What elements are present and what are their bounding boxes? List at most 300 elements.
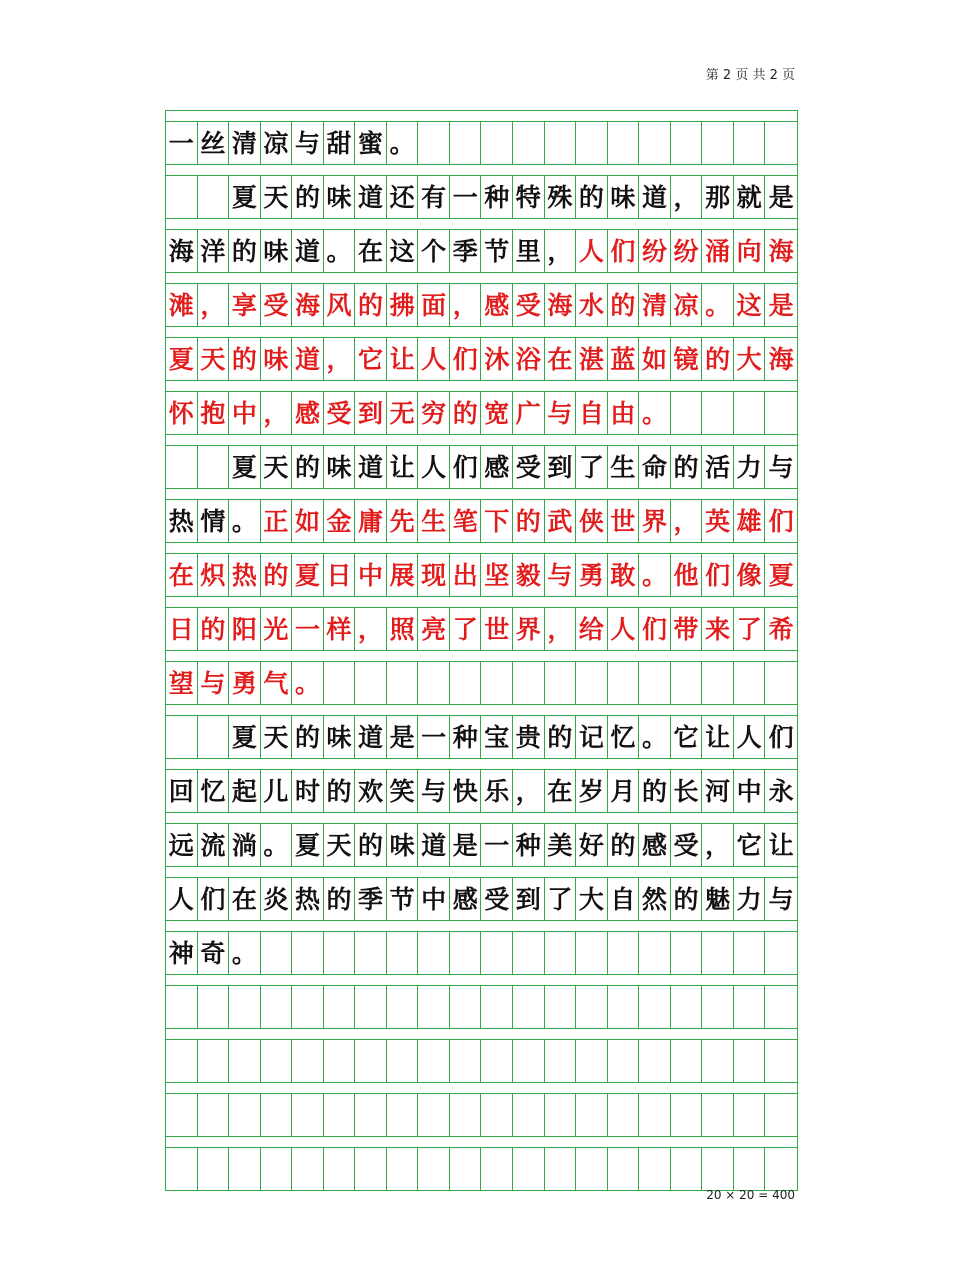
char-cell: 种: [481, 176, 513, 218]
char-cell: 月: [608, 770, 640, 812]
char-cell: 人: [734, 716, 766, 758]
highlighted-char-cell: 中: [355, 554, 387, 596]
grid-row: [166, 877, 797, 920]
empty-cell: [292, 1040, 324, 1082]
char-cell: 的: [292, 446, 324, 488]
highlighted-char-cell: 界: [513, 608, 545, 650]
highlighted-char-cell: 夏: [292, 554, 324, 596]
highlighted-char-cell: 感: [292, 392, 324, 434]
empty-cell: [639, 986, 671, 1028]
char-cell: 感: [450, 878, 482, 920]
grid-count-label: 20 × 20 = 400: [706, 1188, 795, 1202]
empty-cell: [765, 1040, 797, 1082]
highlighted-char-cell: 清: [639, 284, 671, 326]
char-cell: 一: [418, 716, 450, 758]
empty-cell: [324, 1094, 356, 1136]
char-cell: 到: [513, 878, 545, 920]
empty-cell: [229, 986, 261, 1028]
grid-row: [166, 769, 797, 812]
empty-cell: [418, 662, 450, 704]
char-cell: 受: [481, 878, 513, 920]
highlighted-char-cell: 它: [355, 338, 387, 380]
empty-cell: [608, 986, 640, 1028]
highlighted-char-cell: 。: [639, 392, 671, 434]
highlighted-char-cell: 阳: [229, 608, 261, 650]
highlighted-char-cell: 现: [418, 554, 450, 596]
char-cell: 道: [355, 446, 387, 488]
page-indicator: 第 2 页 共 2 页: [705, 68, 795, 83]
empty-cell: [418, 1148, 450, 1190]
highlighted-char-cell: 望: [166, 662, 198, 704]
empty-cell: [229, 1040, 261, 1082]
char-cell: 的: [324, 878, 356, 920]
empty-cell: [671, 986, 703, 1028]
highlighted-char-cell: 水: [576, 284, 608, 326]
empty-cell: [481, 122, 513, 164]
char-cell: 天: [324, 824, 356, 866]
highlighted-char-cell: 。: [292, 662, 324, 704]
char-cell: 天: [261, 446, 293, 488]
grid-row: [166, 715, 797, 758]
grid-row: [166, 445, 797, 488]
row-gap: [166, 650, 797, 661]
char-cell: 丝: [198, 122, 230, 164]
char-cell: 夏: [229, 446, 261, 488]
empty-cell: [513, 986, 545, 1028]
char-cell: ，: [702, 824, 734, 866]
highlighted-char-cell: 道: [292, 338, 324, 380]
highlighted-char-cell: 与: [198, 662, 230, 704]
grid-row: [166, 1039, 797, 1082]
char-cell: 还: [387, 176, 419, 218]
highlighted-char-cell: 一: [292, 608, 324, 650]
empty-cell: [261, 1040, 293, 1082]
empty-cell: [387, 1040, 419, 1082]
char-cell: 是: [768, 182, 794, 212]
grid-row: [166, 985, 797, 1028]
empty-cell: [481, 1148, 513, 1190]
char-cell: 受: [671, 824, 703, 866]
highlighted-char-cell: 的: [513, 500, 545, 542]
char-cell: 的: [545, 716, 577, 758]
highlighted-char-cell: 穷: [418, 392, 450, 434]
empty-cell: [734, 122, 766, 164]
char-cell: 与: [768, 884, 794, 914]
grid-row: [166, 1147, 797, 1190]
empty-cell: [702, 1094, 734, 1136]
empty-cell: [513, 122, 545, 164]
char-cell: 凉: [261, 122, 293, 164]
highlighted-char-cell: 像: [734, 554, 766, 596]
row-gap: [166, 1082, 797, 1093]
empty-cell: [671, 1094, 703, 1136]
char-cell: 。: [387, 122, 419, 164]
row-gap: [166, 488, 797, 499]
char-cell: 炎: [261, 878, 293, 920]
empty-cell: [261, 986, 293, 1028]
highlighted-char-cell: 下: [481, 500, 513, 542]
highlighted-char-cell: 日: [324, 554, 356, 596]
highlighted-char-cell: 们: [608, 230, 640, 272]
highlighted-char-cell: 怀: [166, 392, 198, 434]
highlighted-char-cell: 人: [608, 608, 640, 650]
highlighted-char-cell: 炽: [198, 554, 230, 596]
row-gap: [166, 218, 797, 229]
char-cell: 殊: [545, 176, 577, 218]
highlighted-char-cell: 了: [734, 608, 766, 650]
char-cell: 人: [418, 446, 450, 488]
row-gap: [166, 164, 797, 175]
empty-cell: [545, 662, 577, 704]
char-cell: 岁: [576, 770, 608, 812]
highlighted-char-cell: 亮: [418, 608, 450, 650]
char-cell: 的: [639, 770, 671, 812]
char-cell: 。: [261, 824, 293, 866]
char-cell: 让: [702, 716, 734, 758]
row-gap: [166, 704, 797, 715]
char-cell: 一: [481, 824, 513, 866]
empty-cell: [387, 932, 419, 974]
char-cell: 热: [166, 500, 198, 542]
char-cell: [166, 716, 198, 758]
char-cell: 的: [671, 446, 703, 488]
row-gap: [166, 596, 797, 607]
char-cell: 了: [545, 878, 577, 920]
empty-cell: [576, 1040, 608, 1082]
highlighted-char-cell: 了: [450, 608, 482, 650]
grid-row: [166, 931, 797, 974]
highlighted-char-cell: 毅: [513, 554, 545, 596]
grid-row: [166, 1093, 797, 1136]
highlighted-char-cell: ，: [671, 500, 703, 542]
char-cell: 欢: [355, 770, 387, 812]
highlighted-char-cell: 的: [261, 554, 293, 596]
empty-cell: [292, 1148, 324, 1190]
highlighted-char-cell: 。: [639, 554, 671, 596]
char-cell: 记: [576, 716, 608, 758]
row-gap: [166, 272, 797, 283]
char-cell: 味: [387, 824, 419, 866]
char-cell: 热: [292, 878, 324, 920]
empty-cell: [450, 1040, 482, 1082]
char-cell: 情: [198, 500, 230, 542]
empty-cell: [608, 1148, 640, 1190]
empty-cell: [198, 1094, 230, 1136]
char-cell: 味: [608, 176, 640, 218]
char-cell: 快: [450, 770, 482, 812]
empty-cell: [734, 392, 766, 434]
char-cell: 永: [768, 776, 794, 806]
empty-cell: [576, 662, 608, 704]
empty-cell: [608, 662, 640, 704]
highlighted-char-cell: 夏: [768, 560, 794, 590]
highlighted-char-cell: 味: [261, 338, 293, 380]
char-cell: 与: [292, 122, 324, 164]
grid-row: [166, 229, 797, 272]
highlighted-char-cell: ，: [324, 338, 356, 380]
highlighted-char-cell: 样: [324, 608, 356, 650]
row-gap: [166, 326, 797, 337]
highlighted-char-cell: 界: [639, 500, 671, 542]
row-gap: [166, 434, 797, 445]
empty-cell: [545, 1040, 577, 1082]
empty-cell: [481, 1040, 513, 1082]
highlighted-char-cell: 凉: [671, 284, 703, 326]
row-gap: [166, 1028, 797, 1039]
highlighted-char-cell: 拂: [387, 284, 419, 326]
char-cell: 一: [166, 122, 198, 164]
row-gap: [166, 542, 797, 553]
highlighted-char-cell: 受: [324, 392, 356, 434]
highlighted-char-cell: 雄: [734, 500, 766, 542]
empty-cell: [324, 932, 356, 974]
char-cell: 感: [481, 446, 513, 488]
char-cell: ，: [513, 770, 545, 812]
highlighted-char-cell: 浴: [513, 338, 545, 380]
empty-cell: [387, 1094, 419, 1136]
empty-cell: [765, 1148, 797, 1190]
empty-cell: [166, 986, 198, 1028]
empty-cell: [702, 1040, 734, 1082]
highlighted-char-cell: 生: [418, 500, 450, 542]
char-cell: 活: [702, 446, 734, 488]
char-cell: ，: [671, 176, 703, 218]
highlighted-char-cell: 在: [545, 338, 577, 380]
highlighted-char-cell: 海: [768, 344, 794, 374]
empty-cell: [418, 1094, 450, 1136]
grid-row: [166, 391, 797, 434]
highlighted-char-cell: 热: [229, 554, 261, 596]
empty-cell: [671, 392, 703, 434]
char-cell: 蜜: [355, 122, 387, 164]
highlighted-char-cell: 给: [576, 608, 608, 650]
highlighted-char-cell: ，: [198, 284, 230, 326]
highlighted-char-cell: 武: [545, 500, 577, 542]
highlighted-char-cell: ，: [450, 284, 482, 326]
empty-cell: [671, 1148, 703, 1190]
char-cell: 奇: [198, 932, 230, 974]
highlighted-char-cell: 出: [450, 554, 482, 596]
empty-cell: [702, 662, 734, 704]
char-cell: 那: [702, 176, 734, 218]
highlighted-char-cell: 湛: [576, 338, 608, 380]
empty-cell: [734, 1040, 766, 1082]
highlighted-char-cell: 天: [198, 338, 230, 380]
char-cell: 回: [166, 770, 198, 812]
empty-cell: [324, 986, 356, 1028]
empty-cell: [608, 932, 640, 974]
highlighted-char-cell: 带: [671, 608, 703, 650]
empty-cell: [608, 1040, 640, 1082]
char-cell: 长: [671, 770, 703, 812]
empty-cell: [702, 122, 734, 164]
char-cell: 力: [734, 446, 766, 488]
char-cell: 魅: [702, 878, 734, 920]
empty-cell: [355, 1094, 387, 1136]
empty-cell: [765, 662, 797, 704]
char-cell: 种: [513, 824, 545, 866]
empty-cell: [513, 1040, 545, 1082]
char-cell: 。: [324, 230, 356, 272]
highlighted-char-cell: 如: [292, 500, 324, 542]
char-cell: 笑: [387, 770, 419, 812]
empty-cell: [734, 1148, 766, 1190]
highlighted-char-cell: 日: [166, 608, 198, 650]
char-cell: 的: [292, 716, 324, 758]
empty-cell: [198, 1148, 230, 1190]
highlighted-char-cell: 如: [639, 338, 671, 380]
empty-cell: [481, 662, 513, 704]
char-cell: 宝: [481, 716, 513, 758]
highlighted-char-cell: 的: [702, 338, 734, 380]
char-cell: 到: [545, 446, 577, 488]
char-cell: 海: [166, 230, 198, 272]
char-cell: 的: [229, 230, 261, 272]
char-cell: [198, 716, 230, 758]
highlighted-char-cell: 世: [608, 500, 640, 542]
row-gap: [166, 1136, 797, 1147]
highlighted-char-cell: 海: [292, 284, 324, 326]
char-cell: 季: [450, 230, 482, 272]
char-cell: 是: [450, 824, 482, 866]
char-cell: 它: [734, 824, 766, 866]
empty-cell: [639, 1094, 671, 1136]
empty-cell: [450, 1094, 482, 1136]
char-cell: 儿: [261, 770, 293, 812]
empty-cell: [198, 986, 230, 1028]
empty-cell: [545, 932, 577, 974]
highlighted-char-cell: 这: [734, 284, 766, 326]
char-cell: 道: [355, 716, 387, 758]
char-cell: 这: [387, 230, 419, 272]
highlighted-char-cell: 海: [768, 236, 794, 266]
empty-cell: [702, 986, 734, 1028]
empty-cell: [324, 1148, 356, 1190]
highlighted-char-cell: 光: [261, 608, 293, 650]
char-cell: 洋: [198, 230, 230, 272]
grid-row: [166, 175, 797, 218]
char-cell: 味: [261, 230, 293, 272]
empty-cell: [765, 122, 797, 164]
empty-cell: [671, 662, 703, 704]
empty-cell: [198, 1040, 230, 1082]
char-cell: 它: [671, 716, 703, 758]
empty-cell: [639, 662, 671, 704]
char-cell: 清: [229, 122, 261, 164]
empty-cell: [576, 122, 608, 164]
empty-cell: [513, 662, 545, 704]
empty-cell: [261, 1094, 293, 1136]
empty-cell: [576, 932, 608, 974]
char-cell: 天: [261, 716, 293, 758]
char-cell: 受: [513, 446, 545, 488]
highlighted-char-cell: 与: [545, 392, 577, 434]
manuscript-grid: [165, 110, 798, 1191]
char-cell: 就: [734, 176, 766, 218]
empty-cell: [639, 1148, 671, 1190]
row-gap: [166, 758, 797, 769]
empty-cell: [576, 1148, 608, 1190]
empty-cell: [166, 1094, 198, 1136]
char-cell: 道: [292, 230, 324, 272]
empty-cell: [450, 122, 482, 164]
highlighted-char-cell: 的: [198, 608, 230, 650]
empty-cell: [292, 1094, 324, 1136]
empty-cell: [513, 1094, 545, 1136]
empty-cell: [261, 932, 293, 974]
empty-cell: [229, 1148, 261, 1190]
empty-cell: [545, 122, 577, 164]
highlighted-char-cell: 勇: [229, 662, 261, 704]
char-cell: 特: [513, 176, 545, 218]
highlighted-char-cell: 世: [481, 608, 513, 650]
row-gap: [166, 974, 797, 985]
char-cell: 远: [166, 824, 198, 866]
char-cell: 好: [576, 824, 608, 866]
char-cell: 道: [418, 824, 450, 866]
char-cell: 忆: [608, 716, 640, 758]
highlighted-char-cell: 在: [166, 554, 198, 596]
empty-cell: [229, 1094, 261, 1136]
empty-cell: [513, 1148, 545, 1190]
char-cell: 在: [545, 770, 577, 812]
highlighted-char-cell: 自: [576, 392, 608, 434]
highlighted-char-cell: 蓝: [608, 338, 640, 380]
highlighted-char-cell: 金: [324, 500, 356, 542]
char-cell: 中: [734, 770, 766, 812]
empty-cell: [450, 1148, 482, 1190]
empty-cell: [292, 932, 324, 974]
char-cell: [166, 446, 198, 488]
empty-cell: [355, 932, 387, 974]
empty-cell: [671, 932, 703, 974]
empty-cell: [702, 392, 734, 434]
empty-cell: [639, 932, 671, 974]
empty-cell: [513, 932, 545, 974]
char-cell: 流: [198, 824, 230, 866]
char-cell: 。: [639, 716, 671, 758]
char-cell: 让: [387, 446, 419, 488]
empty-cell: [324, 1040, 356, 1082]
char-cell: 的: [608, 824, 640, 866]
highlighted-char-cell: 由: [608, 392, 640, 434]
empty-cell: [576, 1094, 608, 1136]
char-cell: 有: [418, 176, 450, 218]
char-cell: 夏: [229, 176, 261, 218]
char-cell: 种: [450, 716, 482, 758]
highlighted-char-cell: 夏: [166, 338, 198, 380]
highlighted-char-cell: 宽: [481, 392, 513, 434]
grid-row: [166, 823, 797, 866]
empty-cell: [292, 986, 324, 1028]
grid-row: [166, 121, 797, 164]
char-cell: 味: [324, 446, 356, 488]
highlighted-char-cell: 大: [734, 338, 766, 380]
char-cell: 忆: [198, 770, 230, 812]
char-cell: 节: [387, 878, 419, 920]
empty-cell: [418, 932, 450, 974]
char-cell: 们: [198, 878, 230, 920]
highlighted-char-cell: 勇: [576, 554, 608, 596]
empty-cell: [166, 1148, 198, 1190]
highlighted-char-cell: 海: [545, 284, 577, 326]
highlighted-char-cell: 的: [608, 284, 640, 326]
highlighted-char-cell: 享: [229, 284, 261, 326]
highlighted-char-cell: ，: [355, 608, 387, 650]
highlighted-char-cell: 先: [387, 500, 419, 542]
empty-cell: [545, 1148, 577, 1190]
row-gap: [166, 812, 797, 823]
